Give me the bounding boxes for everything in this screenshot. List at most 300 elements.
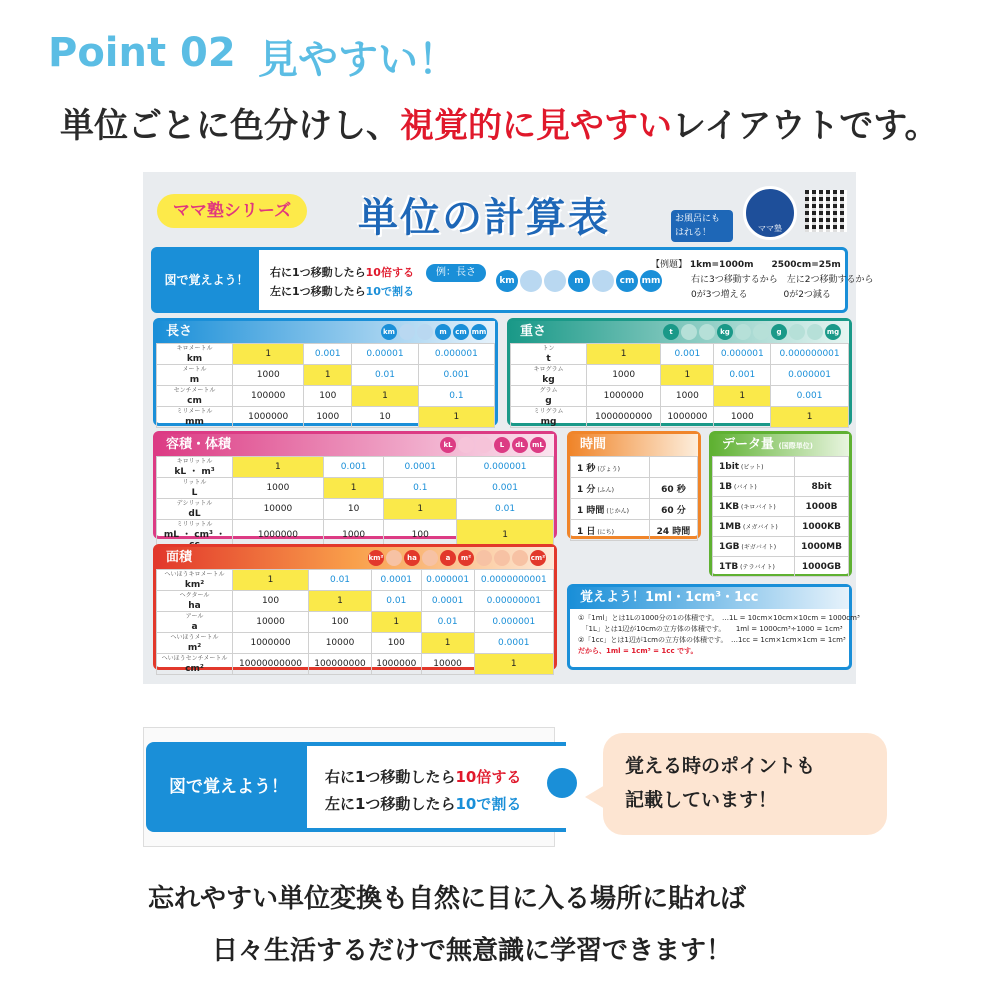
table-cell: 1 — [233, 344, 304, 365]
unit-circle: m — [568, 270, 590, 292]
unit-cell — [157, 633, 233, 654]
memo-line3: ②「1cc」とは1辺が1cmの立方体の体積です。 …1cc = 1cm×1cm×1cm = 1cm³ — [578, 636, 846, 644]
unit-reading: ミリメートル — [176, 408, 213, 415]
table-cell: 1000 — [714, 407, 771, 428]
blank-dot — [699, 324, 715, 340]
blank-dot — [476, 437, 492, 453]
info-line1-a: 右に1つ移動したら — [270, 266, 366, 279]
table-cell: 1000000000 — [587, 407, 661, 428]
table-cell: 0.001 — [457, 478, 554, 499]
memo-line1: ①「1ml」とは1Lの1000分の1の体積です。 …1L = 10cm×10cm×10cm = 1000cm³ — [578, 614, 860, 622]
unit-cell — [713, 537, 795, 557]
unit-cell — [713, 497, 795, 517]
unit-cell — [571, 520, 650, 541]
table-cell: 0.1 — [384, 478, 457, 499]
area-dots — [368, 550, 546, 566]
unit-dot: cm² — [530, 550, 546, 566]
table-cell: 0.01 — [352, 365, 419, 386]
unit-poster — [143, 172, 874, 684]
unit-symbol: cm — [187, 396, 202, 406]
table-cell: 1 — [352, 386, 419, 407]
table-cell: 100000 — [233, 386, 304, 407]
unit-name: 1 秒 — [577, 463, 596, 474]
bubble-line1: 覚える時のポイントも — [625, 755, 816, 777]
table-cell: 1 — [714, 386, 771, 407]
table-cell: 0.001 — [661, 344, 714, 365]
table-cell: 0.000001 — [474, 612, 553, 633]
length-dots — [381, 324, 487, 340]
unit-cell — [713, 477, 795, 497]
table-cell: 1000 — [233, 478, 324, 499]
table-row — [713, 537, 849, 557]
unit-name: 1B — [719, 481, 733, 492]
table-cell: 1000 — [587, 365, 661, 386]
blank-dot — [458, 437, 474, 453]
unit-dot: g — [771, 324, 787, 340]
table-cell: 1000 — [323, 520, 384, 551]
unit-value: 60 分 — [649, 499, 697, 520]
table-cell: 1 — [384, 499, 457, 520]
table-cell: 0.001 — [771, 386, 849, 407]
table-cell: 1000 — [304, 407, 352, 428]
table-cell: 0.000001 — [714, 344, 771, 365]
unit-cell — [157, 365, 233, 386]
unit-dot: ha — [404, 550, 420, 566]
table-cell: 1 — [309, 591, 372, 612]
zoom-label: 図で覚えよう！ — [150, 746, 307, 828]
point-subtitle: 見やすい！ — [258, 37, 458, 83]
table-row — [157, 591, 554, 612]
unit-value: 1000B — [795, 497, 849, 517]
length-title: 長さ — [166, 324, 193, 339]
unit-circle — [520, 270, 542, 292]
ex1: 1km=1000m — [689, 260, 754, 270]
unit-dot: km — [381, 324, 397, 340]
table-cell: 1000000 — [233, 407, 304, 428]
table-cell: 0.000000001 — [771, 344, 849, 365]
table-cell: 0.0001 — [371, 570, 421, 591]
unit-symbol: kg — [542, 375, 555, 385]
data-note: (国際単位) — [778, 442, 813, 450]
table-cell: 0.001 — [418, 365, 494, 386]
unit-dot: L — [494, 437, 510, 453]
unit-name: 1GB — [719, 541, 740, 552]
blank-dot — [386, 550, 402, 566]
unit-dot: kL — [440, 437, 456, 453]
unit-cell — [571, 457, 650, 478]
unit-reading: (じかん) — [604, 507, 629, 515]
unit-symbol: cm² — [185, 664, 204, 674]
unit-reading: デシリットル — [176, 500, 213, 507]
footer-line2: 日々生活するだけで無意識に学習できます！ — [212, 936, 733, 966]
unit-cell — [157, 570, 233, 591]
table-row — [157, 386, 495, 407]
table-row — [157, 499, 554, 520]
zoom-circle-icon — [547, 768, 577, 798]
table-cell: 1000000 — [587, 386, 661, 407]
blank-dot — [417, 324, 433, 340]
info-line2-blue: 10で割る — [365, 285, 414, 298]
blank-dot — [476, 550, 492, 566]
table-cell: 1 — [304, 365, 352, 386]
table-cell: 1 — [371, 612, 421, 633]
memo-line4: だから、1ml = 1cm³ = 1cc です。 — [578, 647, 698, 655]
info-label: 図で覚えよう！ — [154, 250, 259, 310]
table-cell: 0.000001 — [421, 570, 474, 591]
bubble-line2: 記載しています！ — [625, 789, 778, 811]
unit-value — [795, 457, 849, 477]
table-row — [157, 457, 554, 478]
table-cell: 0.0001 — [421, 591, 474, 612]
table-cell: 0.01 — [371, 591, 421, 612]
zoom-line2-a: 左に1つ移動したら — [325, 795, 456, 813]
table-cell: 0.0001 — [384, 457, 457, 478]
weight-section — [507, 318, 852, 426]
table-cell: 10000 — [233, 499, 324, 520]
unit-reading: キロリットル — [176, 458, 213, 465]
unit-symbol: a — [191, 622, 198, 632]
unit-reading: (びょう) — [595, 465, 620, 473]
blank-dot — [753, 324, 769, 340]
length-section — [153, 318, 498, 426]
table-cell: 1000000 — [661, 407, 714, 428]
table-row — [157, 654, 554, 675]
unit-cell — [713, 517, 795, 537]
speech-bubble — [603, 733, 887, 835]
ex-title: 【例題】 — [651, 260, 688, 270]
unit-symbol: ha — [188, 601, 201, 611]
unit-cell — [511, 344, 587, 365]
unit-dot: a — [440, 550, 456, 566]
unit-reading: (にち) — [595, 528, 614, 536]
unit-reading: (ビット) — [739, 463, 764, 471]
table-cell: 0.01 — [421, 612, 474, 633]
unit-symbol: t — [546, 354, 551, 364]
table-cell: 100000000 — [309, 654, 372, 675]
blank-dot — [512, 550, 528, 566]
table-row — [157, 365, 495, 386]
info-line2 — [270, 283, 414, 299]
info-line1 — [270, 264, 414, 280]
table-row — [571, 457, 698, 478]
table-row — [571, 520, 698, 541]
table-cell: 0.01 — [309, 570, 372, 591]
weight-dots — [663, 324, 841, 340]
ex2-note1: 左に2つ移動するから — [786, 275, 874, 285]
unit-cell — [157, 612, 233, 633]
unit-cell — [157, 407, 233, 428]
table-row — [511, 407, 849, 428]
area-table — [156, 569, 554, 675]
unit-reading: (メガバイト) — [741, 523, 778, 531]
unit-name: 1bit — [719, 461, 740, 472]
table-cell: 0.001 — [714, 365, 771, 386]
table-cell: 10000 — [233, 612, 309, 633]
unit-symbol: mm — [185, 417, 204, 427]
table-row — [157, 344, 495, 365]
bath-label: お風呂にも はれる！ — [671, 210, 733, 242]
qr-code-icon — [805, 190, 847, 232]
ex1-note1: 右に3つ移動するから — [691, 275, 778, 285]
blank-dot — [789, 324, 805, 340]
table-row — [713, 517, 849, 537]
unit-reading: リットル — [182, 479, 207, 486]
table-row — [157, 570, 554, 591]
brand-badge: ママ塾シリーズ — [157, 194, 307, 228]
table-row — [571, 478, 698, 499]
unit-value: 8bit — [795, 477, 849, 497]
table-cell: 1 — [418, 407, 494, 428]
table-row — [511, 386, 849, 407]
table-row — [713, 497, 849, 517]
unit-dot: mg — [825, 324, 841, 340]
info-line1-red: 10倍する — [365, 266, 414, 279]
time-title: 時間 — [570, 434, 698, 456]
unit-reading: (ふん) — [595, 486, 614, 494]
unit-reading: センチメートル — [173, 387, 216, 394]
table-cell: 1 — [474, 654, 553, 675]
unit-symbol: mg — [540, 417, 557, 427]
unit-cell — [157, 344, 233, 365]
table-cell: 1000000 — [233, 633, 309, 654]
unit-reading: ミリリットル — [176, 521, 213, 528]
table-cell: 10000 — [421, 654, 474, 675]
unit-reading: (テラバイト) — [738, 563, 775, 571]
unit-cell — [157, 591, 233, 612]
table-cell: 1 — [587, 344, 661, 365]
table-row — [571, 499, 698, 520]
table-cell: 1 — [661, 365, 714, 386]
table-cell: 0.000001 — [457, 457, 554, 478]
data-section — [709, 431, 852, 577]
unit-dot: mL — [530, 437, 546, 453]
unit-cell — [157, 478, 233, 499]
intro-red: 視覚的に見やすい — [400, 106, 672, 146]
zoom-detail — [143, 727, 555, 847]
unit-symbol: g — [545, 396, 552, 406]
table-cell: 100 — [304, 386, 352, 407]
table-cell: 1000 — [233, 365, 304, 386]
table-row — [157, 478, 554, 499]
blank-dot — [807, 324, 823, 340]
memo-title: 覚えよう！1ml・1cm³・1cc — [570, 587, 849, 609]
area-title: 面積 — [166, 550, 193, 565]
unit-cell — [713, 457, 795, 477]
unit-dot: t — [663, 324, 679, 340]
unit-dot: m² — [458, 550, 474, 566]
table-row — [511, 344, 849, 365]
unit-value: 1000GB — [795, 557, 849, 577]
table-row — [511, 365, 849, 386]
emblem-badge: ママ塾 — [743, 186, 797, 240]
zoom-line2 — [325, 793, 521, 814]
unit-cell — [713, 557, 795, 577]
unit-cell — [157, 654, 233, 675]
memo-text — [570, 609, 860, 661]
unit-cell — [511, 365, 587, 386]
intro-a: 単位ごとに色分けし、 — [60, 106, 400, 146]
footer-line1: 忘れやすい単位変換も自然に目に入る場所に貼れば — [148, 884, 747, 914]
unit-symbol: dL — [188, 509, 201, 519]
unit-reading: キロメートル — [176, 345, 213, 352]
table-cell: 0.000001 — [418, 344, 494, 365]
table-cell: 0.1 — [418, 386, 494, 407]
unit-reading: メートル — [182, 366, 207, 373]
table-cell: 1 — [233, 570, 309, 591]
point-label: Point 02 — [48, 30, 236, 76]
info-box — [151, 247, 874, 313]
example-text — [651, 258, 873, 303]
unit-reading: キログラム — [533, 366, 564, 373]
unit-reading: ミリグラム — [533, 408, 564, 415]
table-cell: 10000000000 — [233, 654, 309, 675]
zoom-line2-blue: 10で割る — [455, 795, 522, 813]
table-row — [157, 612, 554, 633]
unit-name: 1MB — [719, 521, 742, 532]
table-cell: 0.000001 — [771, 365, 849, 386]
time-table — [570, 456, 698, 541]
table-cell: 100 — [384, 520, 457, 551]
unit-value: 1000KB — [795, 517, 849, 537]
unit-cell — [571, 499, 650, 520]
blank-dot — [399, 324, 415, 340]
table-cell: 1000 — [661, 386, 714, 407]
length-table — [156, 343, 495, 428]
volume-title: 容積・体積 — [166, 437, 232, 452]
unit-value: 60 秒 — [649, 478, 697, 499]
intro-text — [60, 98, 939, 147]
unit-cell — [571, 478, 650, 499]
poster-title: 単位の計算表 — [358, 195, 610, 241]
unit-symbol: m — [189, 375, 200, 385]
data-table — [712, 456, 849, 577]
weight-title: 重さ — [520, 324, 547, 339]
table-cell: 1 — [771, 407, 849, 428]
unit-name: 1 日 — [577, 526, 596, 537]
table-cell: 0.01 — [457, 499, 554, 520]
table-cell: 1000000 — [371, 654, 421, 675]
table-cell: 0.0000000001 — [474, 570, 553, 591]
zoom-line1 — [325, 766, 521, 787]
unit-cell — [157, 457, 233, 478]
table-cell: 0.00001 — [352, 344, 419, 365]
table-cell: 0.00000001 — [474, 591, 553, 612]
ex2-note2: 0が2つ減る — [783, 290, 831, 300]
table-row — [713, 557, 849, 577]
table-cell: 10 — [352, 407, 419, 428]
unit-value: 1000MB — [795, 537, 849, 557]
volume-table — [156, 456, 554, 551]
table-cell: 100 — [371, 633, 421, 654]
unit-circle: cm — [616, 270, 638, 292]
table-row — [157, 407, 495, 428]
unit-reading: グラム — [539, 387, 558, 394]
ex1-note2: 0が3つ増える — [691, 290, 748, 300]
table-cell: 1 — [323, 478, 384, 499]
table-row — [713, 457, 849, 477]
info-line2-a: 左に1つ移動したら — [270, 285, 366, 298]
unit-dot: mm — [471, 324, 487, 340]
table-cell: 0.001 — [304, 344, 352, 365]
intro-b: レイアウトです。 — [672, 106, 939, 146]
weight-table — [510, 343, 849, 428]
unit-reading: アール — [185, 613, 204, 620]
unit-symbol: L — [191, 488, 198, 498]
memo-section — [567, 584, 860, 670]
area-section — [153, 544, 557, 674]
unit-reading: (ギガバイト) — [739, 543, 777, 551]
unit-dot: cm — [453, 324, 469, 340]
ex2: 2500cm=25m — [771, 260, 841, 270]
unit-name: 1TB — [719, 561, 739, 572]
blank-dot — [422, 550, 438, 566]
unit-symbol: km² — [184, 580, 205, 590]
unit-name: 1 分 — [577, 484, 596, 495]
example-label: 例：長さ — [426, 264, 486, 282]
unit-symbol: km — [186, 354, 203, 364]
table-cell: 1 — [233, 457, 324, 478]
table-cell: 1000000 — [233, 520, 324, 551]
unit-symbol: kL ・ m³ — [174, 467, 215, 477]
unit-name: 1KB — [719, 501, 740, 512]
data-title: データ量 — [722, 437, 775, 452]
zoom-frame — [146, 742, 566, 832]
unit-reading: トン — [542, 345, 555, 352]
unit-circle — [592, 270, 614, 292]
table-cell: 10 — [323, 499, 384, 520]
unit-dot: kg — [717, 324, 733, 340]
unit-cell — [157, 499, 233, 520]
table-cell: 1 — [457, 520, 554, 551]
memo-line2: 「1L」とは1辺が10cmの立方体の体積です。 1ml = 1000cm³÷1000 = 1cm³ — [578, 625, 843, 633]
unit-reading: ヘクタール — [179, 592, 210, 599]
table-cell: 0.0001 — [474, 633, 553, 654]
unit-value — [649, 457, 697, 478]
unit-symbol: mL ・ cm³ ・ — [163, 530, 226, 540]
unit-circle: mm — [640, 270, 662, 292]
unit-dot: m — [435, 324, 451, 340]
unit-reading: (キロバイト) — [739, 503, 776, 511]
unit-cell — [157, 386, 233, 407]
zoom-line1-red: 10倍する — [455, 768, 522, 786]
unit-reading: へいほうメートル — [170, 634, 219, 641]
unit-circle: km — [496, 270, 518, 292]
unit-cell — [511, 386, 587, 407]
unit-dot: km² — [368, 550, 384, 566]
blank-dot — [681, 324, 697, 340]
unit-circle — [544, 270, 566, 292]
unit-reading: へいほうキロメートル — [164, 571, 225, 578]
table-cell: 0.001 — [323, 457, 384, 478]
table-cell: 100 — [309, 612, 372, 633]
time-section — [567, 431, 701, 539]
blank-dot — [735, 324, 751, 340]
unit-reading: (バイト) — [732, 483, 757, 491]
unit-value: 24 時間 — [649, 520, 697, 541]
volume-dots — [440, 437, 546, 453]
table-cell: 1 — [421, 633, 474, 654]
zoom-line1-a: 右に1つ移動したら — [325, 768, 456, 786]
blank-dot — [494, 550, 510, 566]
table-cell: 10000 — [309, 633, 372, 654]
unit-name: 1 時間 — [577, 505, 605, 516]
volume-section — [153, 431, 557, 539]
unit-reading: へいほうセンチメートル — [161, 655, 228, 662]
table-row — [157, 633, 554, 654]
table-cell: 100 — [233, 591, 309, 612]
unit-symbol: m² — [187, 643, 202, 653]
unit-dot: dL — [512, 437, 528, 453]
